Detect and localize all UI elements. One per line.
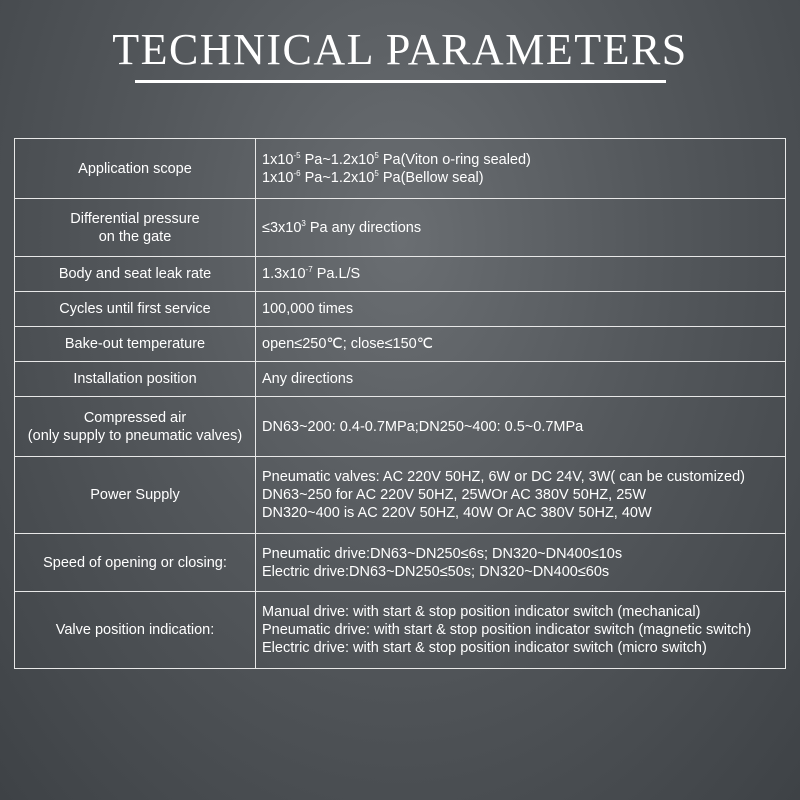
parameter-label	[15, 199, 256, 257]
label-line: Power Supply	[90, 487, 180, 503]
value-line: Electric drive:DN63~DN250≤50s; DN320~DN400≤60s	[262, 563, 610, 580]
label-line: (only supply to pneumatic valves)	[27, 427, 243, 444]
table-row	[15, 257, 786, 292]
label-line: Bake-out temperature	[64, 336, 206, 352]
parameter-value	[256, 199, 786, 257]
parameter-value	[256, 592, 786, 669]
value-line: Pneumatic drive: with start & stop position indicator switch (magnetic switch)	[262, 622, 752, 638]
value-line: DN320~400 is AC 220V 50HZ, 40W Or AC 380V 50HZ, 40W	[262, 505, 652, 521]
parameter-label	[15, 257, 256, 292]
value-line: Any directions	[262, 371, 354, 387]
table-row	[15, 292, 786, 327]
label-line: Differential pressure	[70, 210, 200, 227]
parameter-label	[15, 327, 256, 362]
table-row	[15, 362, 786, 397]
value-line: $\le 3x10^3$ Pa any directions	[262, 218, 422, 236]
value-line: $1x10^{-6}$ $Pa\sim 1.2x10^5$ Pa(Bellow seal)	[262, 168, 484, 186]
parameter-value	[256, 292, 786, 327]
parameter-value	[256, 457, 786, 534]
value-line: $1x10^{-5}$ $Pa\sim 1.2x10^5$ Pa(Viton o-ring sealed)	[262, 150, 531, 168]
parameter-value	[256, 327, 786, 362]
parameter-label	[15, 457, 256, 534]
label-line: Body and seat leak rate	[58, 266, 212, 282]
value-line: DN63~200: 0.4-0.7MPa;DN250~400: 0.5~0.7MPa	[262, 418, 584, 435]
label-line: Compressed air	[83, 409, 187, 426]
parameter-label	[15, 139, 256, 199]
parameter-value	[256, 257, 786, 292]
value-line: DN63~250 for AC 220V 50HZ, 25WOr AC 380V 50HZ, 25W	[262, 487, 647, 503]
parameter-value	[256, 362, 786, 397]
value-line: $1.3x10^{-7}$ Pa.L/S	[262, 265, 361, 282]
table-row	[15, 457, 786, 534]
value-line: open≤250℃; close≤150℃	[262, 336, 434, 352]
label-line: Application scope	[78, 160, 192, 177]
table-row	[15, 534, 786, 592]
value-line: 100,000 times	[262, 301, 354, 317]
table-row	[15, 397, 786, 457]
value-line: Manual drive: with start & stop position indicator switch (mechanical)	[262, 604, 701, 620]
parameter-label	[15, 292, 256, 327]
label-line: Cycles until first service	[59, 301, 211, 317]
parameter-value	[256, 397, 786, 457]
parameter-label	[15, 362, 256, 397]
parameter-label	[15, 534, 256, 592]
value-line: Pneumatic drive:DN63~DN250≤6s; DN320~DN400≤10s	[262, 545, 623, 562]
table-row	[15, 327, 786, 362]
parameter-value	[256, 139, 786, 199]
parameter-label	[15, 592, 256, 669]
page-title: TECHNICAL PARAMETERS	[112, 25, 688, 74]
parameter-label	[15, 397, 256, 457]
label-line: Installation position	[73, 371, 197, 387]
table-row	[15, 199, 786, 257]
table-row	[15, 139, 786, 199]
parameter-value	[256, 534, 786, 592]
value-line: Pneumatic valves: AC 220V 50HZ, 6W or DC 24V, 3W( can be customized)	[262, 469, 746, 485]
label-line: on the gate	[98, 228, 172, 245]
label-line: Speed of opening or closing:	[43, 554, 227, 571]
label-line: Valve position indication:	[55, 622, 215, 638]
parameters-table	[14, 138, 786, 669]
title-underline	[135, 80, 666, 83]
table-row	[15, 592, 786, 669]
value-line: Electric drive: with start & stop position indicator switch (micro switch)	[262, 640, 707, 656]
